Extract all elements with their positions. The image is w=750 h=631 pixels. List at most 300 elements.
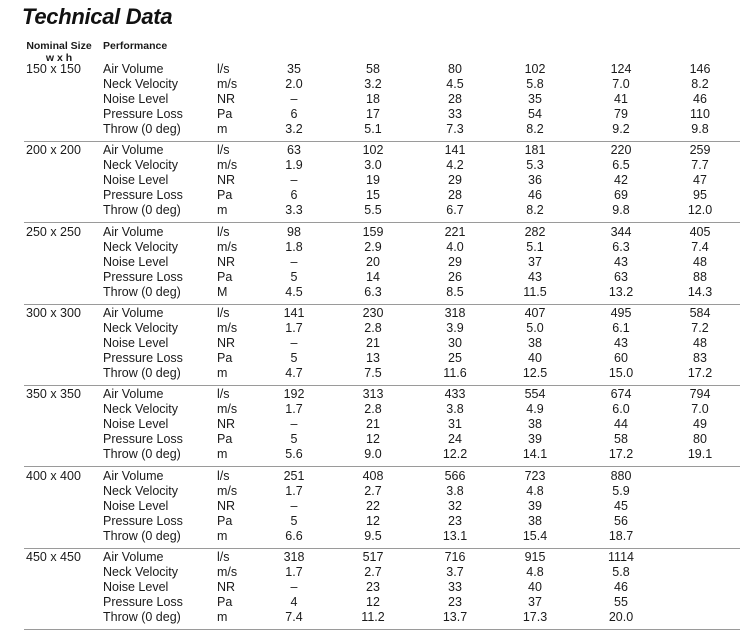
value-cell: 38 [528, 336, 542, 350]
value-cell: 3.2 [285, 122, 303, 136]
table-row [0, 188, 750, 203]
value-cell: 45 [614, 499, 628, 513]
value-cell: 23 [448, 514, 462, 528]
value-cell: 6.5 [612, 158, 630, 172]
performance-label: Neck Velocity [103, 240, 179, 254]
value-cell: 56 [614, 514, 628, 528]
unit-cell: Pa [217, 432, 233, 446]
group-divider [24, 466, 740, 467]
performance-label: Air Volume [103, 225, 164, 239]
value-cell: 55 [614, 595, 628, 609]
value-cell: 1114 [608, 550, 634, 564]
value-cell: – [290, 336, 298, 350]
value-cell: 5.5 [364, 203, 382, 217]
value-cell: 47 [693, 173, 707, 187]
unit-cell: NR [217, 255, 236, 269]
value-cell: 46 [528, 188, 542, 202]
table-row [0, 143, 750, 158]
value-cell: 102 [362, 143, 384, 157]
value-cell: 98 [287, 225, 301, 239]
value-cell: 146 [689, 62, 711, 76]
value-cell: 28 [448, 188, 462, 202]
value-cell: 63 [287, 143, 301, 157]
value-cell: 80 [448, 62, 462, 76]
value-cell: 32 [448, 499, 462, 513]
value-cell: 17.2 [608, 447, 634, 461]
value-cell: 80 [693, 432, 707, 446]
value-cell: 1.7 [285, 484, 303, 498]
value-cell: 2.9 [364, 240, 382, 254]
value-cell: 63 [614, 270, 628, 284]
unit-cell: Pa [217, 351, 233, 365]
value-cell: 11.2 [361, 610, 385, 624]
value-cell: 584 [689, 306, 711, 320]
value-cell: 5 [290, 270, 298, 284]
unit-cell: l/s [217, 143, 230, 157]
value-cell: 2.0 [285, 77, 303, 91]
value-cell: 17.2 [687, 366, 713, 380]
value-cell: 95 [693, 188, 707, 202]
performance-label: Pressure Loss [103, 432, 183, 446]
unit-cell: m/s [217, 158, 238, 172]
performance-label: Throw (0 deg) [103, 366, 181, 380]
table-row [0, 610, 750, 625]
value-cell: 5 [290, 351, 298, 365]
unit-cell: NR [217, 336, 236, 350]
value-cell: 405 [689, 225, 711, 239]
value-cell: 5.8 [612, 565, 630, 579]
table-row [0, 447, 750, 462]
value-cell: 5.0 [526, 321, 544, 335]
value-cell: 14 [366, 270, 380, 284]
table-row [0, 321, 750, 336]
table-row [0, 240, 750, 255]
performance-label: Air Volume [103, 469, 164, 483]
unit-cell: l/s [217, 306, 230, 320]
value-cell: 915 [524, 550, 546, 564]
unit-cell: m [217, 529, 228, 543]
table-row [0, 122, 750, 137]
unit-cell: m [217, 366, 228, 380]
nominal-size: 250 x 250 [26, 225, 81, 239]
value-cell: 13.1 [442, 529, 468, 543]
unit-cell: m/s [217, 77, 238, 91]
value-cell: 6.6 [285, 529, 303, 543]
table-row [0, 158, 750, 173]
table-row [0, 225, 750, 240]
table-row [0, 595, 750, 610]
value-cell: 7.5 [364, 366, 382, 380]
value-cell: 21 [366, 336, 380, 350]
table-row [0, 306, 750, 321]
value-cell: 8.2 [691, 77, 709, 91]
unit-cell: l/s [217, 225, 230, 239]
value-cell: 124 [610, 62, 632, 76]
value-cell: 3.9 [446, 321, 464, 335]
value-cell: 44 [614, 417, 628, 431]
nominal-size: 400 x 400 [26, 469, 81, 483]
table-row [0, 270, 750, 285]
value-cell: 33 [448, 107, 462, 121]
value-cell: 30 [448, 336, 462, 350]
performance-label: Noise Level [103, 580, 169, 594]
value-cell: 49 [693, 417, 707, 431]
value-cell: 4.5 [446, 77, 464, 91]
value-cell: 12.0 [687, 203, 713, 217]
nominal-size: 300 x 300 [26, 306, 81, 320]
value-cell: 102 [524, 62, 546, 76]
value-cell: 6 [290, 188, 298, 202]
page-title: Technical Data [22, 4, 173, 29]
value-cell: 29 [448, 255, 462, 269]
value-cell: 12 [366, 432, 380, 446]
value-cell: 3.8 [446, 402, 464, 416]
size-group [0, 469, 750, 549]
value-cell: 43 [614, 336, 628, 350]
value-cell: 41 [614, 92, 628, 106]
value-cell: 3.8 [446, 484, 464, 498]
group-divider [24, 385, 740, 386]
unit-cell: m/s [217, 321, 238, 335]
value-cell: 5.1 [364, 122, 382, 136]
value-cell: 6.3 [364, 285, 382, 299]
table-row [0, 387, 750, 402]
value-cell: 7.0 [691, 402, 709, 416]
value-cell: 554 [524, 387, 546, 401]
value-cell: 723 [524, 469, 546, 483]
value-cell: 794 [689, 387, 711, 401]
nominal-size: 450 x 450 [26, 550, 81, 564]
group-divider [24, 304, 740, 305]
performance-label: Noise Level [103, 173, 169, 187]
value-cell: 6.0 [612, 402, 630, 416]
value-cell: 3.3 [285, 203, 303, 217]
value-cell: 7.3 [446, 122, 464, 136]
value-cell: – [290, 255, 298, 269]
value-cell: 20.0 [608, 610, 634, 624]
performance-label: Pressure Loss [103, 188, 183, 202]
unit-cell: NR [217, 173, 236, 187]
table-row [0, 432, 750, 447]
performance-label: Noise Level [103, 92, 169, 106]
value-cell: – [290, 92, 298, 106]
value-cell: 36 [528, 173, 542, 187]
value-cell: 318 [444, 306, 466, 320]
value-cell: 17 [366, 107, 380, 121]
unit-cell: m/s [217, 565, 238, 579]
value-cell: 9.0 [364, 447, 382, 461]
value-cell: 5.9 [612, 484, 630, 498]
performance-header: Performance [103, 40, 168, 52]
value-cell: 26 [448, 270, 462, 284]
table-row [0, 417, 750, 432]
performance-label: Neck Velocity [103, 565, 179, 579]
value-cell: 19.1 [687, 447, 713, 461]
value-cell: 880 [610, 469, 632, 483]
table-row [0, 173, 750, 188]
unit-cell: Pa [217, 107, 233, 121]
value-cell: 141 [444, 143, 466, 157]
performance-label: Noise Level [103, 417, 169, 431]
value-cell: 79 [614, 107, 628, 121]
value-cell: 46 [693, 92, 707, 106]
value-cell: 6.7 [446, 203, 464, 217]
value-cell: 24 [448, 432, 462, 446]
unit-cell: Pa [217, 270, 233, 284]
performance-label: Pressure Loss [103, 107, 183, 121]
value-cell: 15.4 [522, 529, 548, 543]
value-cell: 18.7 [608, 529, 634, 543]
table-row [0, 351, 750, 366]
table-row [0, 565, 750, 580]
value-cell: 251 [283, 469, 305, 483]
value-cell: 35 [528, 92, 542, 106]
performance-label: Pressure Loss [103, 351, 183, 365]
value-cell: 46 [614, 580, 628, 594]
performance-label: Pressure Loss [103, 270, 183, 284]
unit-cell: NR [217, 92, 236, 106]
unit-cell: m [217, 122, 228, 136]
value-cell: 674 [610, 387, 632, 401]
value-cell: 1.7 [285, 565, 303, 579]
value-cell: 159 [362, 225, 384, 239]
value-cell: 48 [693, 255, 707, 269]
unit-cell: Pa [217, 188, 233, 202]
value-cell: 221 [444, 225, 466, 239]
value-cell: 83 [693, 351, 707, 365]
table-row [0, 62, 750, 77]
size-group [0, 62, 750, 142]
value-cell: 433 [444, 387, 466, 401]
value-cell: 29 [448, 173, 462, 187]
size-group [0, 387, 750, 467]
value-cell: 220 [610, 143, 632, 157]
value-cell: 7.4 [285, 610, 303, 624]
value-cell: 38 [528, 514, 542, 528]
nominal-size: 150 x 150 [26, 62, 81, 76]
unit-cell: l/s [217, 550, 230, 564]
table-row [0, 203, 750, 218]
value-cell: 8.5 [446, 285, 464, 299]
performance-label: Neck Velocity [103, 321, 179, 335]
unit-cell: NR [217, 499, 236, 513]
performance-label: Pressure Loss [103, 514, 183, 528]
performance-label: Neck Velocity [103, 158, 179, 172]
value-cell: 5 [290, 514, 298, 528]
value-cell: – [290, 499, 298, 513]
unit-cell: Pa [217, 514, 233, 528]
value-cell: 2.8 [364, 321, 382, 335]
value-cell: 39 [528, 432, 542, 446]
value-cell: 23 [448, 595, 462, 609]
value-cell: 495 [610, 306, 632, 320]
value-cell: 566 [444, 469, 466, 483]
unit-cell: m [217, 610, 228, 624]
value-cell: 54 [528, 107, 542, 121]
performance-label: Throw (0 deg) [103, 529, 181, 543]
size-group [0, 306, 750, 386]
value-cell: 1.7 [285, 321, 303, 335]
performance-label: Air Volume [103, 143, 164, 157]
performance-label: Neck Velocity [103, 77, 179, 91]
unit-cell: m/s [217, 484, 238, 498]
value-cell: 35 [287, 62, 301, 76]
value-cell: 6.3 [612, 240, 630, 254]
value-cell: 1.7 [285, 402, 303, 416]
value-cell: 13.7 [442, 610, 468, 624]
value-cell: 23 [366, 580, 380, 594]
table-row [0, 484, 750, 499]
unit-cell: NR [217, 580, 236, 594]
value-cell: 4.9 [526, 402, 544, 416]
performance-label: Noise Level [103, 499, 169, 513]
value-cell: 3.0 [364, 158, 382, 172]
value-cell: 3.2 [364, 77, 382, 91]
value-cell: 4.8 [526, 484, 544, 498]
value-cell: 39 [528, 499, 542, 513]
table-row [0, 77, 750, 92]
value-cell: 7.4 [691, 240, 709, 254]
table-row [0, 499, 750, 514]
value-cell: 58 [614, 432, 628, 446]
value-cell: 230 [362, 306, 384, 320]
value-cell: 40 [528, 351, 542, 365]
table-row [0, 285, 750, 300]
group-divider [24, 141, 740, 142]
value-cell: 2.7 [364, 484, 382, 498]
value-cell: 7.7 [691, 158, 709, 172]
table-row [0, 550, 750, 565]
size-group [0, 225, 750, 305]
value-cell: 17.3 [522, 610, 548, 624]
table-row [0, 469, 750, 484]
value-cell: 25 [448, 351, 462, 365]
value-cell: 12.5 [522, 366, 548, 380]
value-cell: 21 [366, 417, 380, 431]
unit-cell: l/s [217, 387, 230, 401]
value-cell: 4.2 [446, 158, 464, 172]
unit-cell: m [217, 203, 228, 217]
value-cell: 60 [614, 351, 628, 365]
size-group [0, 143, 750, 223]
nominal-size-header [24, 40, 94, 64]
value-cell: 12.2 [442, 447, 468, 461]
value-cell: 313 [362, 387, 384, 401]
performance-label: Throw (0 deg) [103, 122, 181, 136]
value-cell: 4.8 [526, 565, 544, 579]
value-cell: 5.3 [526, 158, 544, 172]
performance-label: Air Volume [103, 387, 164, 401]
value-cell: 1.8 [285, 240, 303, 254]
value-cell: 38 [528, 417, 542, 431]
performance-label: Noise Level [103, 336, 169, 350]
value-cell: 88 [693, 270, 707, 284]
value-cell: 716 [444, 550, 466, 564]
value-cell: 12 [366, 514, 380, 528]
nominal-size: 200 x 200 [26, 143, 81, 157]
nominal-size-label: Nominal Size [26, 40, 92, 52]
value-cell: 11.5 [523, 285, 547, 299]
value-cell: 15 [366, 188, 380, 202]
value-cell: 40 [528, 580, 542, 594]
table-row [0, 92, 750, 107]
table-row [0, 514, 750, 529]
value-cell: 9.8 [691, 122, 709, 136]
value-cell: 9.5 [364, 529, 382, 543]
value-cell: 141 [283, 306, 305, 320]
unit-cell: m/s [217, 240, 238, 254]
table-row [0, 580, 750, 595]
group-divider [24, 548, 740, 549]
value-cell: 5.8 [526, 77, 544, 91]
unit-cell: m/s [217, 402, 238, 416]
table-row [0, 255, 750, 270]
value-cell: 7.0 [612, 77, 630, 91]
value-cell: 14.3 [687, 285, 713, 299]
value-cell: 13 [366, 351, 380, 365]
performance-label: Throw (0 deg) [103, 203, 181, 217]
value-cell: 4.7 [285, 366, 303, 380]
unit-cell: l/s [217, 469, 230, 483]
value-cell: – [290, 580, 298, 594]
value-cell: 43 [614, 255, 628, 269]
performance-label: Throw (0 deg) [103, 285, 181, 299]
performance-label: Neck Velocity [103, 484, 179, 498]
group-divider [24, 222, 740, 223]
value-cell: – [290, 173, 298, 187]
performance-label: Neck Velocity [103, 402, 179, 416]
value-cell: 12 [366, 595, 380, 609]
value-cell: 37 [528, 255, 542, 269]
value-cell: 14.1 [522, 447, 548, 461]
table-row [0, 336, 750, 351]
value-cell: 6.1 [612, 321, 630, 335]
value-cell: 3.7 [446, 565, 464, 579]
value-cell: 15.0 [608, 366, 634, 380]
value-cell: 48 [693, 336, 707, 350]
nominal-size: 350 x 350 [26, 387, 81, 401]
value-cell: 58 [366, 62, 380, 76]
value-cell: 5.6 [285, 447, 303, 461]
value-cell: 9.8 [612, 203, 630, 217]
wxh-label: w x h [45, 52, 73, 64]
value-cell: – [290, 417, 298, 431]
performance-label: Air Volume [103, 306, 164, 320]
value-cell: 20 [366, 255, 380, 269]
performance-label: Throw (0 deg) [103, 610, 181, 624]
value-cell: 69 [614, 188, 628, 202]
value-cell: 192 [283, 387, 305, 401]
value-cell: 13.2 [608, 285, 634, 299]
unit-cell: l/s [217, 62, 230, 76]
unit-cell: M [217, 285, 228, 299]
table-row [0, 529, 750, 544]
value-cell: 4.0 [446, 240, 464, 254]
value-cell: 22 [366, 499, 380, 513]
value-cell: 2.8 [364, 402, 382, 416]
value-cell: 8.2 [526, 203, 544, 217]
value-cell: 4.5 [285, 285, 303, 299]
value-cell: 282 [524, 225, 546, 239]
unit-cell: m [217, 447, 228, 461]
table-row [0, 366, 750, 381]
unit-cell: NR [217, 417, 236, 431]
table-row [0, 402, 750, 417]
value-cell: 110 [690, 107, 710, 121]
value-cell: 5.1 [526, 240, 544, 254]
value-cell: 2.7 [364, 565, 382, 579]
performance-label: Throw (0 deg) [103, 447, 181, 461]
